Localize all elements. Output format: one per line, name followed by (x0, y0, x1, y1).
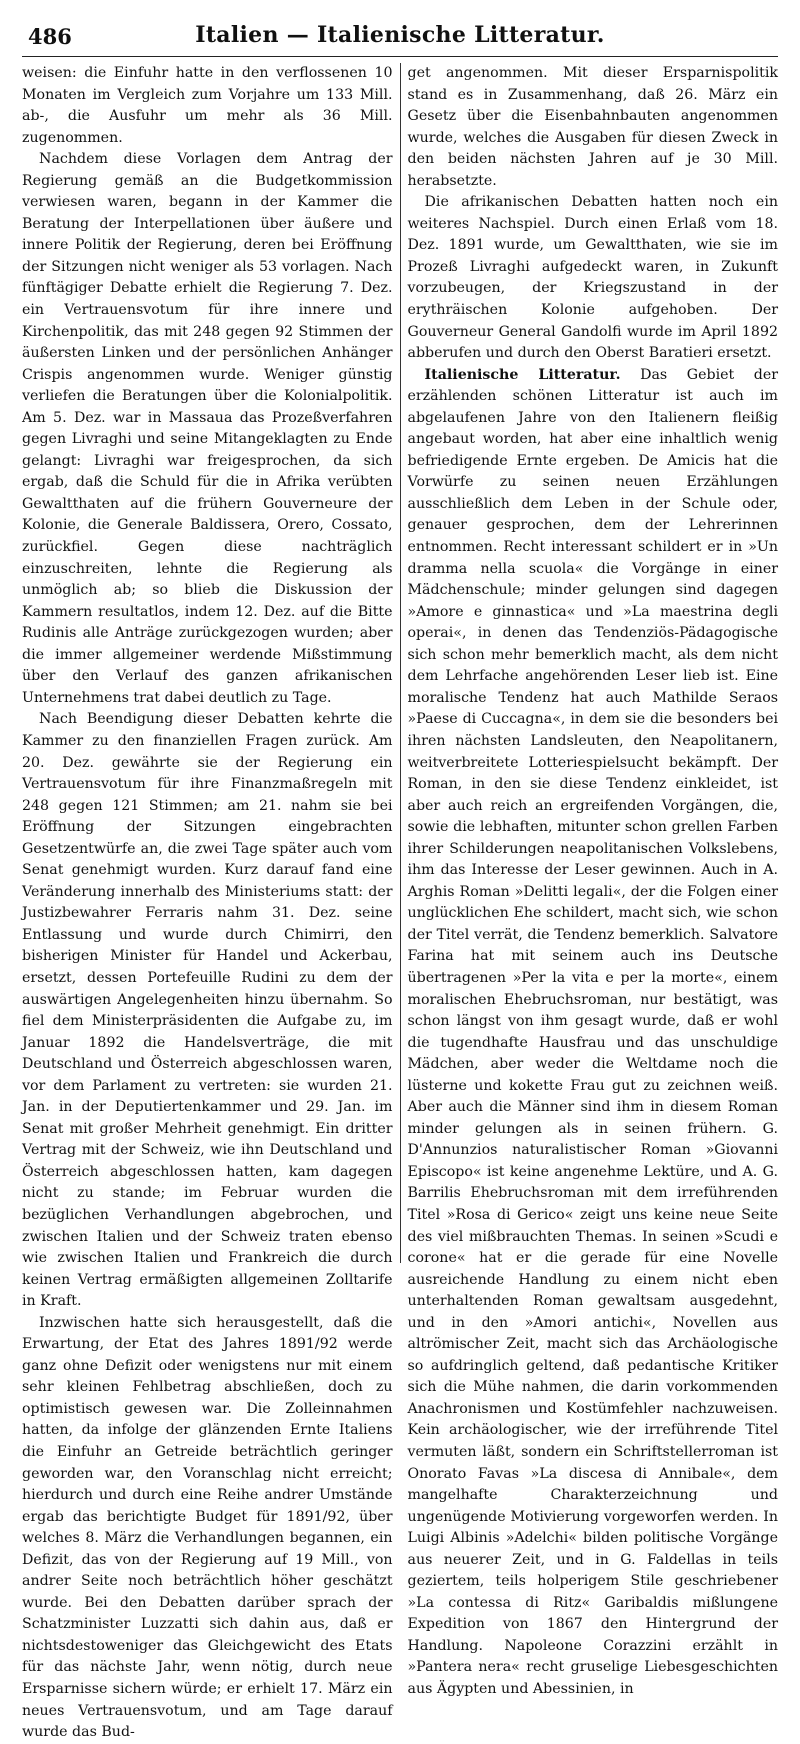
running-title: Italien — Italienische Litteratur. (195, 22, 605, 48)
paragraph: Nachdem diese Vorlagen dem Antrag der Regierung gemäß an die Budgetkommission verwiesen waren, begann in der Kammer die Beratung der Interpellationen über äußere und innere Politik der Regierung, deren bei Eröffnung der Sitzungen nicht weniger als 53 vorlagen. Nach fünftägiger Debatte erhielt die Regierung 7. Dez. ein Vertrauensvotum für ihre innere und Kirchenpolitik, das mit 248 gegen 92 Stimmen der äußersten Linken und der persönlichen Anhänger Crispis angenommen wurde. Weniger günstig verliefen die Beratungen über die Kolonialpolitik. Am 5. Dez. war in Massaua das Prozeßverfahren gegen Livraghi und seine Mitangeklagten zu Ende gelangt: Livraghi war freigesprochen, da sich ergab, daß die Schuld für die in Afrika verübten Gewaltthaten auf die frühern Gouverneure der Kolonie, die Generale Baldissera, Orero, Cossato, zurückfiel. Gegen diese nachträglich einzuschreiten, lehnte die Regierung als unmöglich ab; so blieb die Diskussion der Kammern resultatlos, indem 12. Dez. auf die Bitte Rudinis alle Anträge zurückgezogen wurden; aber die immer allgemeiner werdende Mißstimmung über den Verlauf des ganzen afrikanischen Unternehmens trat dabei deutlich zu Tage. (22, 151, 393, 706)
right-column (407, 63, 779, 1698)
page-header (22, 18, 778, 57)
column-divider (400, 63, 401, 1263)
paragraph: weisen: die Einfuhr hatte in den verflossenen 10 Monaten im Vergleich zum Vorjahre um 133 Mill. ab-, die Ausfuhr um mehr als 36 Mill. zugenommen. (22, 65, 393, 146)
paragraph-text: Das Gebiet der erzählenden schönen Litteratur ist auch im abgelaufenen Jahre von den Italienern fleißig angebaut worden, hat aber eine inhaltlich wenig befriedigende Ernte ergeben. De Amicis hat die Vorwürfe zu seinen neuen Erzählungen ausschließlich dem Leben in der Schule oder, genauer gesprochen, dem der Lehrerinnen entnommen. Recht interessant schildert er in »Un dramma nella scuola« die Vorgänge in einer Mädchenschule; minder gelungen sind dagegen »Amore e ginnastica« und »La maestrina degli operai«, in denen das Tendenziös-Pädagogische sich schon mehr bemerklich macht, als dem nicht dem Lehrfache angehörenden Leser lieb ist. Eine moralische Tendenz hat auch Mathilde Seraos »Paese di Cuccagna«, in dem sie die besonders bei ihren nächsten Landsleuten, den Neapolitanern, weitverbreitete Lotteriespielsucht bekämpft. Der Roman, in den sie diese Tendenz einkleidet, ist aber auch reich an ergreifenden Vorgängen, die, sowie die lebhaften, mitunter schon grellen Farben ihrer Schilderungen neapolitanischen Volkslebens, ihm das Interesse der Leser gewinnen. Auch in A. Arghis Roman »Delitti legali«, der die Folgen einer unglücklichen Ehe schildert, macht sich, wie schon der Titel verrät, die Tendenz bemerklich. Salvatore Farina hat mit seinem auch ins Deutsche übertragenen »Per la vita e per la morte«, einem moralischen Ehebruchsroman, nur bestätigt, was schon längst von ihm gesagt wurde, daß er wohl die tugendhafte Hausfrau und das unschuldige Mädchen, aber weder die Weltdame noch die lüsterne und kokette Frau gut zu zeichnen weiß. Aber auch die Männer sind ihm in diesem Roman minder gelungen als in seinen frühern. G. D'Annunzios naturalistischer Roman »Giovanni Episcopo« ist keine angenehme Lektüre, und A. G. Barrilis Ehebruchsroman mit dem irreführenden Titel »Rosa di Gerico« zeigt uns keine neue Seite des viel mißbrauchten Themas. In seinen »Scudi e corone« hat er die gerade für eine Novelle ausreichende Handlung zu einem nicht eben unterhaltenden Roman gewaltsam ausgedehnt, und in den »Amori antichi«, Novellen aus altrömischer Zeit, macht sich das Archäologische so aufdringlich geltend, daß pedantische Kritiker sich die Mühe nahmen, die darin vorkommenden Anachronismen und Kostümfehler nachzuweisen. Kein archäologischer, wie der irreführende Titel vermuten läßt, sondern ein Schriftstellerroman ist Onorato Favas »La discesa di Annibale«, dem mangelhafte Charakterzeichnung und ungenügende Motivierung vorgeworfen werden. In Luigi Albinis »Adelchi« bilden politische Vorgänge aus neuerer Zeit, und in G. Faldellas in teils geziertem, teils holperigem Stile geschriebener »La contessa di Ritz« Garibaldis mißlungene Expedition von 1867 den Hintergrund der Handlung. Napoleone Corazzini erzählt in »Pantera nera« recht gruselige Liebesgeschichten aus Ägypten und Abessinien, in (407, 366, 779, 1698)
paragraph: get angenommen. Mit dieser Ersparnispolitik stand es in Zusammenhang, daß 26. März ein Gesetz über die Eisenbahnbauten angenommen wurde, welches die Ausgaben für diesen Zweck in den beiden nächsten Jahren auf je 30 Mill. herabsetzte. (407, 65, 779, 189)
paragraph: Inzwischen hatte sich herausgestellt, daß die Erwartung, der Etat des Jahres 1891/92 werde ganz ohne Defizit oder wenigstens nur mit einem sehr kleinen Fehlbetrag abschließen, doch zu optimistisch gewesen war. Die Zolleinnahmen hatten, da infolge der glänzenden Ernte Italiens die Einfuhr an Getreide beträchtlich geringer geworden war, den Voranschlag nicht erreicht; hierdurch und durch eine Reihe andrer Umstände ergab das berichtigte Budget für 1891/92, über welches 8. März die Verhandlungen begannen, ein Defizit, das von der Regierung auf 19 Mill., von andrer Seite noch beträchtlich höher geschätzt wurde. Bei den Debatten darüber sprach der Schatzminister Luzzatti sich dahin aus, daß er nichtsdestoweniger das Gleichgewicht des Etats für das nächste Jahr, wenn nötig, durch neue Ersparnisse sichern würde; er erhielt 17. März ein neues Vertrauensvotum, und am Tage darauf wurde das Bud- (22, 1314, 393, 1741)
section-paragraph (408, 365, 779, 1701)
paragraph: Die afrikanischen Debatten hatten noch ein weiteres Nachspiel. Durch einen Erlaß vom 18. Dez. 1891 wurde, um Gewaltthaten, wie sie im Prozeß Livraghi aufgedeckt waren, in Zukunft vorzubeugen, der Kriegszustand in der erythräischen Kolonie aufgehoben. Der Gouverneur General Gandolfi wurde im April 1892 abberufen und durch den Oberst Baratieri ersetzt. (407, 194, 779, 362)
left-column (22, 63, 393, 1741)
text-columns (22, 63, 779, 1741)
paragraph: Nach Beendigung dieser Debatten kehrte die Kammer zu den finanziellen Fragen zurück. Am 20. Dez. gewährte sie der Regierung ein Vertrauensvotum für ihre Finanzmaßregeln mit 248 gegen 121 Stimmen; am 21. nahm sie bei Eröffnung der Sitzungen eingebrachten Gesetzentwürfe an, die zwei Tage später auch vom Senat genehmigt wurden. Kurz darauf fand eine Veränderung innerhalb des Ministeriums statt: der Justizbewahrer Ferraris nahm 31. Dez. seine Entlassung und wurde durch Chimirri, den bisherigen Minister für Handel und Ackerbau, ersetzt, dessen Portefeuille Rudini zu dem der auswärtigen Angelegenheiten hinzu übernahm. So fiel dem Ministerpräsidenten die Aufgabe zu, im Januar 1892 die Handelsverträge, die mit Deutschland und Österreich abgeschlossen waren, vor dem Parlament zu vertreten: sie wurden 21. Jan. in der Deputiertenkammer und 29. Jan. im Senat mit großer Mehrheit genehmigt. Ein dritter Vertrag mit der Schweiz, wie ihn Deutschland und Österreich abgeschlossen hatten, kam dagegen nicht zu stande; im Februar wurden die bezüglichen Verhandlungen abgebrochen, und zwischen Italien und der Schweiz traten ebenso wie zwischen Italien und Frankreich die durch keinen Vertrag ermäßigten allgemeinen Zolltarife in Kraft. (22, 711, 393, 1310)
section-heading: Italienische Litteratur. (424, 366, 621, 383)
page-number: 486 (28, 24, 72, 49)
